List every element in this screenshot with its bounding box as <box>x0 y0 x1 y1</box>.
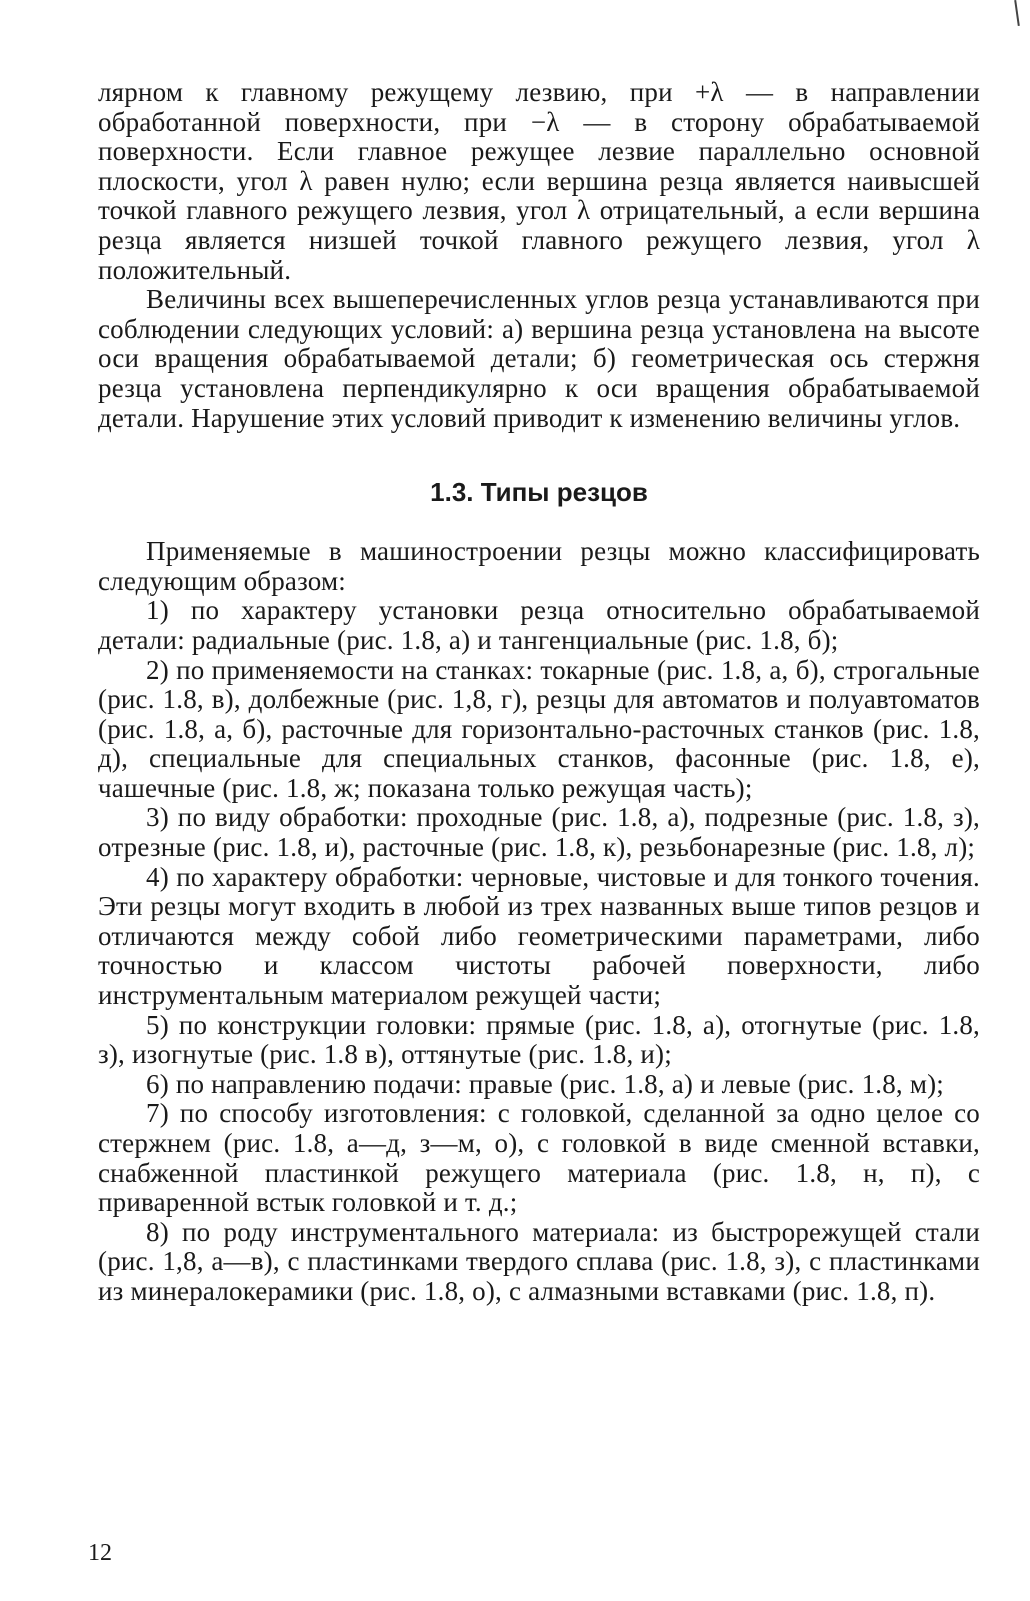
page-body <box>98 78 980 1307</box>
section-heading: 1.3. Типы резцов <box>430 477 648 508</box>
list-item-8: 8) по роду инструментального материала: из быстрорежущей стали (рис. 1,8, а—в), с пластинками твердого сплава (рис. 1.8, з), с пластинками из минералокерамики (рис. 1.8, о), с алмазными вставками (рис. 1.8, п). <box>98 1216 980 1306</box>
list-item-6: 6) по направлению подачи: правые (рис. 1.8, а) и левые (рис. 1.8, м); <box>146 1068 944 1099</box>
list-item-4: 4) по характеру обработки: черновые, чистовые и для тонкого точения. Эти резцы могут входить в любой из трех названных выше типов резцов и отличаются между собой либо геометрическими параметрами, либо точностью и классом чистоты рабочей поверхности, либо инструментальным материалом режущей части; <box>98 861 980 1011</box>
paragraph-intro: Применяемые в машиностроении резцы можно классифицировать следующим образом: <box>98 536 980 596</box>
list-item-1: 1) по характеру установки резца относительно обрабатываемой детали: радиальные (рис. 1.8, а) и тангенциальные (рис. 1.8, б); <box>98 595 980 655</box>
paragraph-angle-lambda: лярном к главному режущему лезвию, при +λ — в направлении обработанной поверхности, при −λ — в сторону обрабатываемой поверхности. Если главное режущее лезвие параллельно основной плоскости, угол λ равен нулю; если вершина резца является наивысшей точкой главного режущего лезвия, угол λ отрицательный, а если вершина резца является низшей точкой главного режущего лезвия, угол λ положительный. <box>98 77 980 285</box>
list-item-3: 3) по виду обработки: проходные (рис. 1.8, а), подрезные (рис. 1.8, з), отрезные (рис. 1.8, и), расточные (рис. 1.8, к), резьбонарезные (рис. 1.8, л); <box>98 802 980 863</box>
page-number: 12 <box>88 1540 112 1566</box>
list-item-5: 5) по конструкции головки: прямые (рис. 1.8, а), отогнутые (рис. 1.8, з), изогнутые (рис. 1.8 в), оттянутые (рис. 1.8, и); <box>98 1009 980 1070</box>
list-item-7: 7) по способу изготовления: с головкой, сделанной за одно целое со стержнем (рис. 1.8, а—д, з—м, о), с головкой в виде сменной вставки, снабженной пластинкой режущего материала (рис. 1.8, н, п), с приваренной встык головкой и т. д.; <box>98 1098 980 1218</box>
list-item-2: 2) по применяемости на станках: токарные (рис. 1.8, а, б), строгальные (рис. 1.8, в), долбежные (рис. 1,8, г), резцы для автоматов и полуавтоматов (рис. 1.8, а, б), расточные для горизонтально-расточных станков (рис. 1.8, д), специальные для специальных станков, фасонные (рис. 1.8, е), чашечные (рис. 1.8, ж; показана только режущая часть); <box>98 654 980 803</box>
section-body <box>98 537 980 1306</box>
scan-mark <box>1014 0 1020 26</box>
paragraph-angle-conditions: Величины всех вышеперечисленных углов резца устанавливаются при соблюдении следующих условий: а) вершина резца установлена на высоте оси вращения обрабатываемой детали; б) геометрическая ось стержня резца установлена перпендикулярно к оси вращения обрабатываемой детали. Нарушение этих условий приводит к изменению величины углов. <box>98 284 980 433</box>
